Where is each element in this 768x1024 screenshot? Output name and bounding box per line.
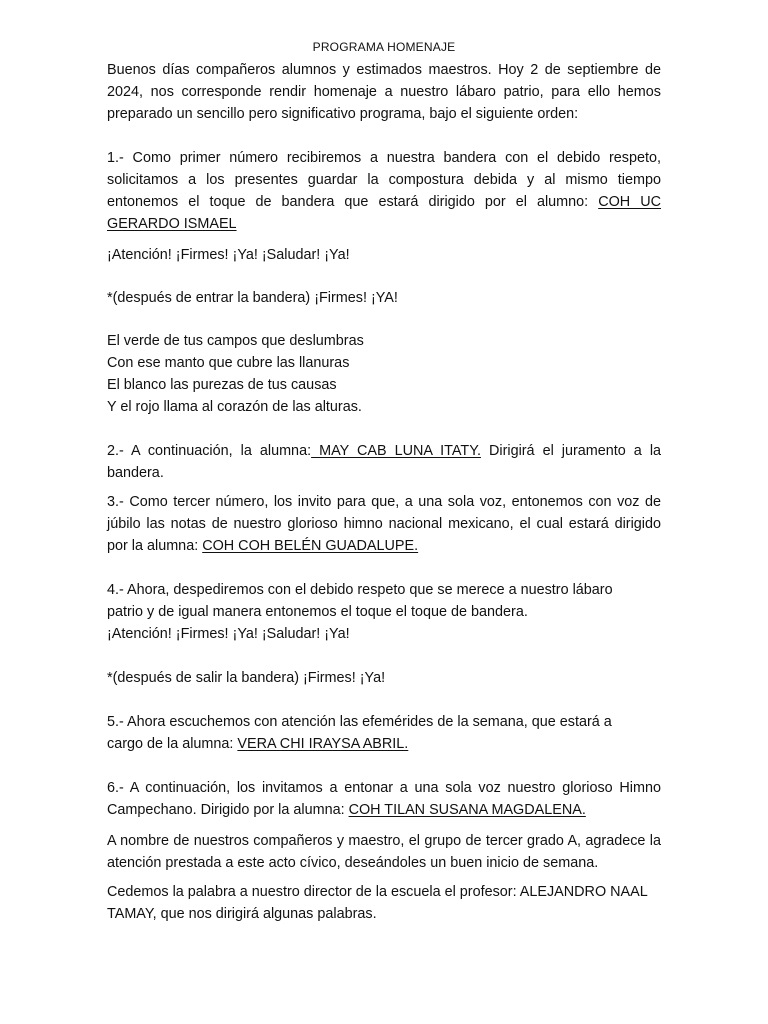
item-6-student-name: COH TILAN SUSANA MAGDALENA. — [348, 802, 586, 818]
item-1-text: 1.- Como primer número recibiremos a nuestra bandera con el debido respeto, solicitamos a los presentes guardar la compostura debida y al mismo tiempo entonemos el toque de bandera que estará dirigido por el alumno: — [107, 150, 661, 210]
item-2-text: 2.- A continuación, la alumna: — [107, 443, 312, 459]
item-3-paragraph — [107, 491, 661, 557]
item-4-line: 4.- Ahora, despediremos con el debido respeto que se merece a nuestro lábaro — [107, 582, 613, 598]
item-4-paragraph — [107, 579, 661, 645]
item-2-student-name: MAY CAB LUNA ITATY. — [311, 443, 481, 459]
item-4-line: patrio y de igual manera entonemos el toque el toque de bandera. — [107, 604, 528, 620]
item-6-paragraph — [107, 777, 661, 821]
item-4-command: ¡Atención! ¡Firmes! ¡Ya! ¡Saludar! ¡Ya! — [107, 626, 350, 642]
item-6-text: 6.- A continuación, los invitamos a entonar a una sola voz nuestro glorioso Himno Campechano. Dirigido por la alumna: — [107, 780, 661, 818]
closing-paragraph: A nombre de nuestros compañeros y maestro, el grupo de tercer grado A, agradece la atención prestada a este acto cívico, deseándoles un buen inicio de semana. — [107, 833, 661, 871]
intro-paragraph: Buenos días compañeros alumnos y estimados maestros. Hoy 2 de septiembre de 2024, nos corresponde rendir homenaje a nuestro lábaro patrio, para ello hemos preparado un sencillo pero significativo programa, bajo el siguiente orden: — [107, 62, 661, 122]
final-paragraph: Cedemos la palabra a nuestro director de la escuela el profesor: ALEJANDRO NAAL TAMAY, que nos dirigirá algunas palabras. — [107, 884, 648, 922]
command-line-1: ¡Atención! ¡Firmes! ¡Ya! ¡Saludar! ¡Ya! — [107, 247, 350, 263]
item-1-student-name: COH UC GERARDO ISMAEL — [107, 194, 661, 232]
command-line-2: *(después de entrar la bandera) ¡Firmes! ¡YA! — [107, 290, 398, 306]
poem-line: Y el rojo llama al corazón de las alturas. — [107, 399, 362, 415]
item-5-text: cargo de la alumna: — [107, 736, 238, 752]
item-3-text: 3.- Como tercer número, los invito para que, a una sola voz, entonemos con voz de júbilo las notas de nuestro glorioso himno nacional mexicano, el cual estará dirigido por la alumna: — [107, 494, 661, 554]
item-1-paragraph — [107, 147, 661, 235]
command-line-3: *(después de salir la bandera) ¡Firmes! ¡Ya! — [107, 670, 386, 686]
item-3-student-name: COH COH BELÉN GUADALUPE. — [202, 538, 419, 554]
poem-line: Con ese manto que cubre las llanuras — [107, 355, 350, 371]
item-5-paragraph — [107, 711, 661, 755]
item-2-text-after: Dirigirá el juramento a la bandera. — [107, 443, 662, 481]
item-2-paragraph — [107, 440, 661, 484]
item-5-student-name: VERA CHI IRAYSA ABRIL. — [237, 736, 409, 752]
document-title: PROGRAMA HOMENAJE — [312, 40, 456, 54]
item-5-line-2 — [107, 733, 661, 755]
poem-line: El verde de tus campos que deslumbras — [107, 333, 364, 349]
poem-line: El blanco las purezas de tus causas — [107, 377, 337, 393]
poem — [107, 330, 661, 418]
item-5-line: 5.- Ahora escuchemos con atención las efemérides de la semana, que estará a — [107, 714, 612, 730]
